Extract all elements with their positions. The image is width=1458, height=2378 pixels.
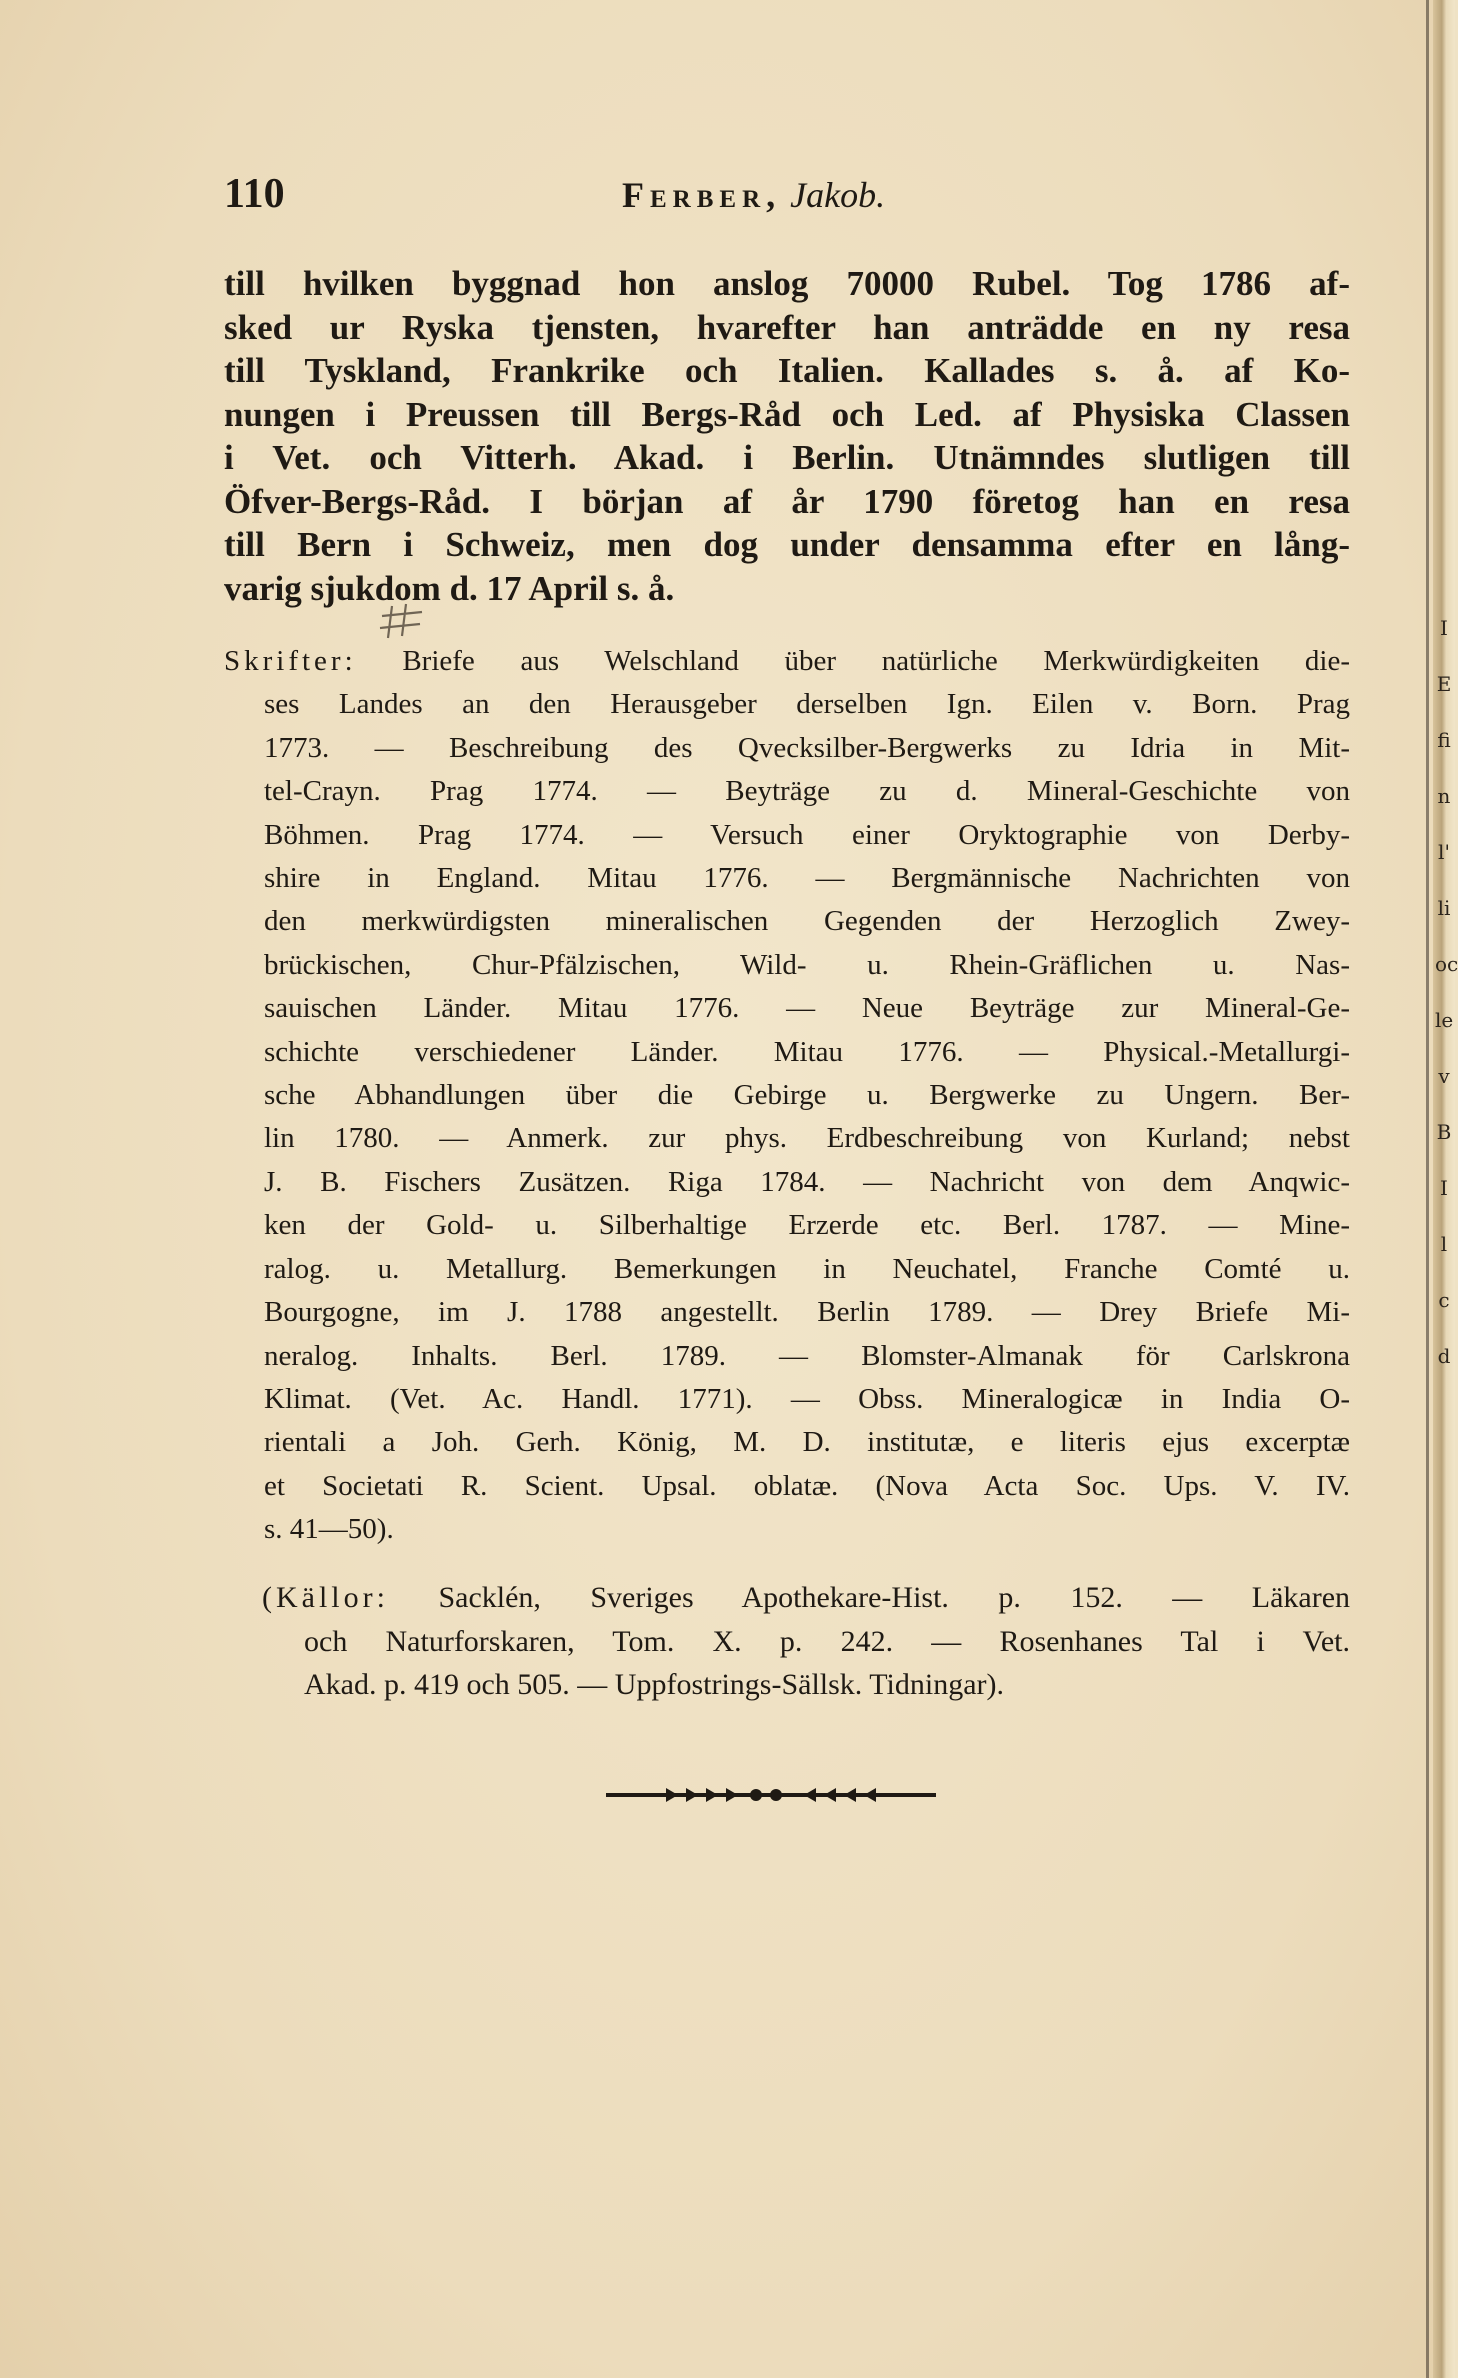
text-line: ken der Gold- u. Silberhaltige Erzerde etc. Berl. 1787. — Mine- [264, 1209, 1350, 1242]
text-line: Klimat. (Vet. Ac. Handl. 1771). — Obss. Mineralogicæ in India O- [264, 1382, 1350, 1415]
text-line: sked ur Ryska tjensten, hvarefter han anträdde en ny resa [224, 307, 1350, 347]
text-line: neralog. Inhalts. Berl. 1789. — Blomster-Almanak för Carlskrona [264, 1339, 1350, 1372]
text-line: J. B. Fischers Zusätzen. Riga 1784. — Nachricht von dem Anqwic- [264, 1165, 1350, 1198]
text-line: schichte verschiedener Länder. Mitau 1776. — Physical.-Metallurgi- [264, 1035, 1350, 1068]
kallor-first-text: Sacklén, Sveriges Apothekare-Hist. p. 152. — Läkaren [438, 1581, 1351, 1614]
edge-letter: le [1435, 1008, 1454, 1032]
kallor-first-line [262, 1576, 1350, 1620]
running-head [622, 174, 885, 216]
page-gutter-line [1426, 0, 1429, 2378]
kallor-label: (Källor: [262, 1581, 389, 1614]
edge-letter: c [1438, 1288, 1450, 1312]
text-line: 1773. — Beschreibung des Qvecksilber-Bergwerks zu Idria in Mit- [264, 731, 1350, 764]
text-line: rientali a Joh. Gerh. König, M. D. institutæ, e literis ejus excerptæ [264, 1426, 1350, 1459]
text-line: ralog. u. Metallurg. Bemerkungen in Neuchatel, Franche Comté u. [264, 1252, 1350, 1285]
text-line: till Tyskland, Frankrike och Italien. Kallades s. å. af Ko- [224, 351, 1350, 390]
text-line: varig sjukdom d. 17 April s. å. [224, 568, 675, 608]
edge-letter: v [1438, 1064, 1450, 1088]
text-line: Öfver-Bergs-Råd. I början af år 1790 företog han en resa [224, 481, 1350, 521]
running-head-surname: Ferber, [622, 175, 782, 215]
text-line: till Bern i Schweiz, men dog under densamma efter en lång- [224, 525, 1350, 564]
edge-letter: li [1437, 896, 1451, 920]
text-line: till hvilken byggnad hon anslog 70000 Rubel. Tog 1786 af- [224, 264, 1350, 303]
text-line: brückischen, Chur-Pfälzischen, Wild- u. Rhein-Gräflichen u. Nas- [264, 948, 1350, 981]
edge-letter: l [1440, 1232, 1448, 1256]
text-line: tel-Crayn. Prag 1774. — Beyträge zu d. Mineral-Geschichte von [264, 775, 1350, 808]
page-number: 110 [224, 171, 285, 217]
skrifter-section [224, 640, 1350, 1552]
ink-mark [378, 600, 428, 644]
text-line: et Societati R. Scient. Upsal. oblatæ. (Nova Acta Soc. Ups. V. IV. [264, 1469, 1350, 1502]
edge-letter: I [1440, 616, 1448, 640]
edge-letter: I [1440, 1176, 1448, 1200]
edge-letter: d [1437, 1344, 1451, 1368]
edge-letter: fi [1437, 728, 1451, 752]
text-line: s. 41—50). [264, 1513, 394, 1546]
text-line: Böhmen. Prag 1774. — Versuch einer Oryktographie von Derby- [264, 818, 1350, 851]
text-line: lin 1780. — Anmerk. zur phys. Erdbeschreibung von Kurland; nebst [264, 1122, 1350, 1155]
edge-letter: E [1436, 672, 1452, 696]
text-line: i Vet. och Vitterh. Akad. i Berlin. Utnämndes slutligen till [224, 438, 1350, 477]
edge-letter: B [1436, 1120, 1452, 1144]
text-line: nungen i Preussen till Bergs-Råd och Led. af Physiska Classen [224, 394, 1350, 434]
skrifter-first-text: Briefe aus Welschland über natürliche Merkwürdigkeiten die- [402, 645, 1350, 677]
next-page-letters [1435, 600, 1458, 1384]
edge-letter: oc [1435, 952, 1458, 976]
skrifter-first-line [224, 640, 1350, 683]
running-head-firstname: Jakob. [790, 175, 886, 215]
text-line: ses Landes an den Herausgeber derselben Ign. Eilen v. Born. Prag [264, 688, 1350, 721]
text-line: sauischen Länder. Mitau 1776. — Neue Beyträge zur Mineral-Ge- [264, 992, 1350, 1025]
text-line: Bourgogne, im J. 1788 angestellt. Berlin 1789. — Drey Briefe Mi- [264, 1296, 1350, 1329]
edge-letter: l' [1438, 840, 1450, 864]
biography-paragraph [224, 262, 1350, 610]
text-line: shire in England. Mitau 1776. — Bergmännische Nachrichten von [264, 862, 1350, 895]
edge-letter: n [1437, 784, 1451, 808]
text-line: Akad. p. 419 och 505. — Uppfostrings-Sällsk. Tidningar). [304, 1668, 1004, 1701]
page-header [224, 170, 976, 226]
end-ornament [606, 1784, 936, 1806]
text-line: sche Abhandlungen über die Gebirge u. Bergwerke zu Ungern. Ber- [264, 1079, 1350, 1112]
text-line: den merkwürdigsten mineralischen Gegenden der Herzoglich Zwey- [264, 905, 1350, 938]
kallor-section [262, 1576, 1350, 1707]
text-line: och Naturforskaren, Tom. X. p. 242. — Rosenhanes Tal i Vet. [304, 1624, 1350, 1658]
skrifter-label: Skrifter: [224, 645, 357, 677]
